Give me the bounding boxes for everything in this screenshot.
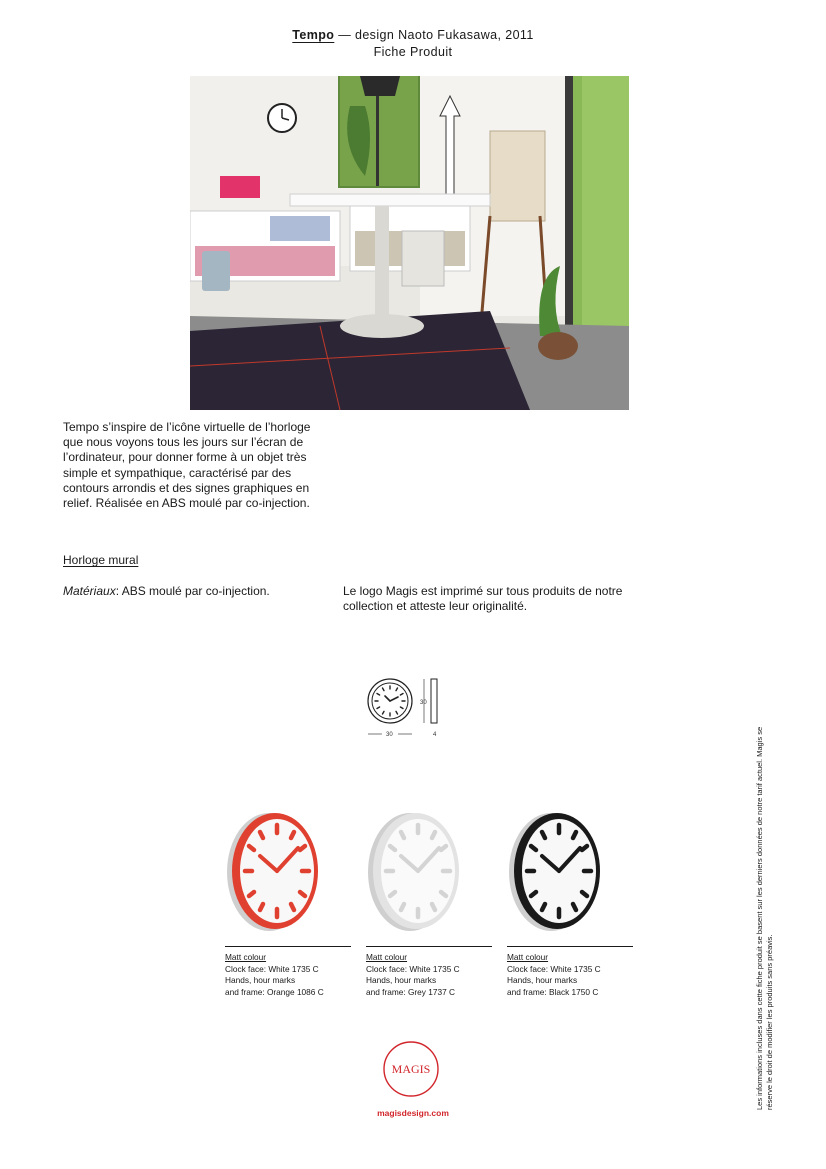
variant-hands: Hands, hour marks xyxy=(507,975,578,985)
materials-value: : ABS moulé par co-injection. xyxy=(115,584,270,598)
materials-line xyxy=(63,584,270,598)
variant-frame: and frame: Black 1750 C xyxy=(507,986,599,997)
variant-caption xyxy=(507,952,635,998)
variant-caption xyxy=(225,952,353,998)
variant-title: Matt colour xyxy=(507,952,549,962)
product-name: Tempo xyxy=(292,28,335,42)
clock-black xyxy=(507,808,607,934)
logo-note: Le logo Magis est imprimé sur tous produits de notre collection et atteste leur originalité. xyxy=(343,584,623,614)
variant-frame: and frame: Orange 1086 C xyxy=(225,986,324,997)
section-title: Horloge mural xyxy=(63,553,139,567)
materials-label: Matériaux xyxy=(63,584,116,598)
variant-divider xyxy=(507,946,633,947)
clock-front-view xyxy=(368,679,412,723)
title-line xyxy=(0,27,826,44)
technical-drawing xyxy=(364,676,444,742)
clock-grey xyxy=(366,808,466,934)
disclaimer: Les informations incluses dans cette fiche produit se basent sur les derniers données de notre tarif actuel. Magis se réserve le droit de modifier les produits sans préavis. xyxy=(755,726,774,1110)
logo-text: MAGIS xyxy=(391,1062,431,1076)
variant-orange xyxy=(225,808,353,998)
variant-face: Clock face: White 1735 C xyxy=(366,963,460,974)
page-subtitle: Fiche Produit xyxy=(373,45,453,59)
website-link[interactable]: magisdesign.com xyxy=(377,1108,449,1118)
variant-divider xyxy=(366,946,492,947)
product-description: Tempo s’inspire de l’icône virtuelle de l’horloge que nous voyons tous les jours sur l’écran de l’ordinateur, pour donner forme à un objet très simple et sympathique, caractérisé par des contours arrondis et des signes graphiques en relief. Réalisée en ABS moulé par co-injection. xyxy=(63,420,311,511)
diameter-dimension: 30 xyxy=(386,732,393,738)
variant-black xyxy=(507,808,635,998)
variant-title: Matt colour xyxy=(366,952,408,962)
depth-dimension: 4 xyxy=(433,732,437,738)
variant-grey xyxy=(366,808,494,998)
variant-frame: and frame: Grey 1737 C xyxy=(366,986,456,997)
product-photo xyxy=(190,76,629,410)
designer-credit: — design Naoto Fukasawa, 2011 xyxy=(334,28,534,42)
variant-face: Clock face: White 1735 C xyxy=(225,963,319,974)
variant-hands: Hands, hour marks xyxy=(225,975,296,985)
variant-hands: Hands, hour marks xyxy=(366,975,437,985)
magis-logo xyxy=(383,1041,439,1097)
height-dimension: 30 xyxy=(420,700,427,706)
variant-caption xyxy=(366,952,494,998)
clock-side-view xyxy=(431,679,437,723)
variant-title: Matt colour xyxy=(225,952,267,962)
variant-face: Clock face: White 1735 C xyxy=(507,963,601,974)
clock-orange xyxy=(225,808,325,934)
variant-divider xyxy=(225,946,351,947)
page-header xyxy=(0,27,826,61)
